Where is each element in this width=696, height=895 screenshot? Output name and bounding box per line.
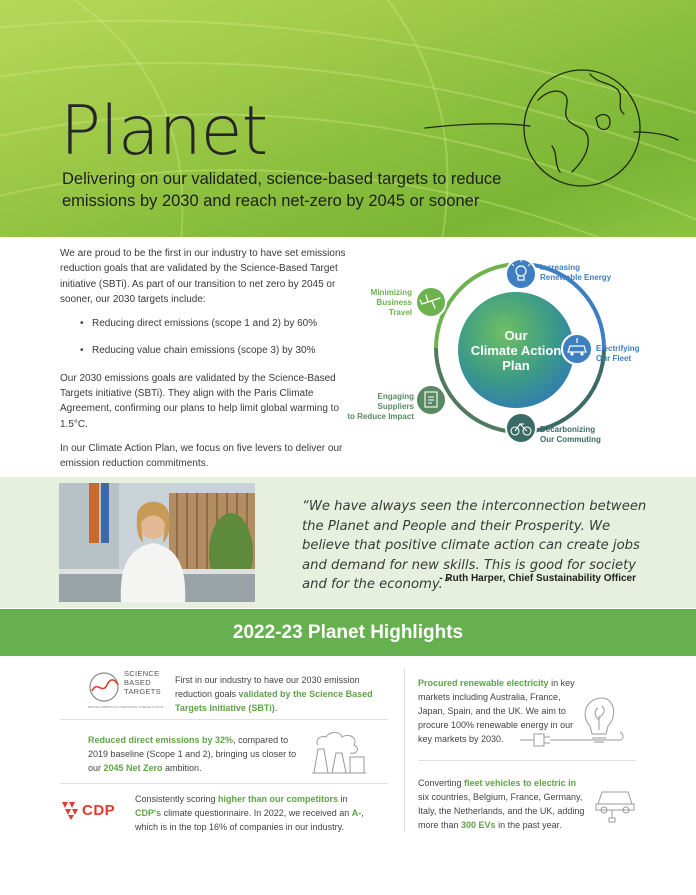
highlight-text: ambition. [162, 763, 202, 773]
column-divider [404, 668, 405, 832]
highlight-text: . [274, 703, 278, 713]
quote-text: “We have always seen the interconnection between the Planet and People and their Prosperity. We believe that positive climate action can create jobs and demand for new skills. This is good for society and for the economy.” [302, 499, 647, 592]
divider [60, 783, 388, 784]
factory-smoke-icon [308, 727, 370, 775]
highlight-emphasis: Reduced direct emissions by 32% [88, 735, 234, 745]
lever-fleet-label [596, 344, 640, 364]
highlight-emphasis: 300 EVs [461, 820, 496, 830]
sbti-logo-tagline: DRIVING AMBITIOUS CORPORATE CLIMATE ACTION [88, 705, 163, 709]
list-item: • Reducing direct emissions (scope 1 and 2) by 60% [80, 316, 352, 331]
highlight-text: First in our industry to have our 2030 emission reduction goals [175, 675, 360, 699]
highlight-text: in the past year. [495, 820, 562, 830]
highlight-text: Consistently scoring [135, 794, 219, 804]
sbti-logo-text: TARGETS [124, 687, 161, 696]
lever-text: Minimizing [370, 288, 412, 297]
intro-paragraph-3: In our Climate Action Plan, we focus on five levers to deliver our emission reduction commitments. [60, 442, 343, 470]
highlight-cdp [135, 792, 375, 834]
lightbulb-icon [506, 259, 536, 289]
lightbulb-plug-icon [520, 694, 630, 752]
sbti-logo-text: BASED [124, 678, 151, 687]
center-label-2: Climate Action [470, 343, 562, 358]
highlight-emphasis: 2045 Net Zero [103, 763, 163, 773]
cdp-logo-icon [60, 800, 82, 820]
lever-text: Travel [388, 308, 412, 317]
electric-car-icon [594, 782, 638, 826]
highlight-emphasis: A- [351, 808, 362, 818]
lever-text: Business [376, 298, 412, 307]
quote-author: - Ruth Harper, Chief Sustainability Officer [439, 573, 636, 584]
cdp-logo-text: CDP [82, 802, 116, 819]
highlight-emphasis: Procured renewable electricity [418, 678, 549, 688]
lever-text: to Reduce Impact [347, 412, 414, 421]
highlight-emphasis: fleet vehicles to electric in [464, 778, 577, 788]
highlight-text: Converting [418, 778, 465, 788]
highlight-emphasis: validated by the Science Based Targets Initiative (SBTi) [175, 689, 373, 713]
page-title: Planet [60, 92, 268, 171]
clipboard-icon [416, 385, 446, 415]
page-subtitle: Delivering on our validated, science-based targets to reduce emissions by 2030 and reach net-zero by 2045 or sooner [62, 170, 502, 210]
hero-banner [0, 0, 696, 237]
lever-commuting-label [540, 425, 601, 445]
sbti-logo-icon [88, 671, 122, 705]
lever-text: Our Fleet [596, 354, 632, 363]
lever-text: Renewable Energy [540, 273, 612, 282]
airplane-icon [416, 287, 446, 317]
car-plug-icon [562, 334, 592, 364]
highlight-text: six countries, Belgium, France, Germany, Italy, the Netherlands, and the UK, adding more than [418, 792, 585, 830]
divider [418, 760, 636, 761]
highlights-title: 2022-23 Planet Highlights [232, 622, 464, 643]
highlight-sbti [175, 673, 385, 715]
intro-paragraph-2: Our 2030 emissions goals are validated by the Science-Based Targets initiative (SBTi). They align with the Paris Climate Agreement, confirming our plans to help limit global warming to 1.5°C. [60, 372, 340, 430]
cdp-logo [60, 800, 122, 822]
divider [60, 719, 388, 720]
portrait-photo [59, 483, 255, 602]
highlight-text: , which is in the top 16% of companies in our industry. [135, 808, 364, 832]
lever-text: Increasing [540, 263, 581, 272]
lever-suppliers-label [340, 392, 414, 422]
intro-text [60, 246, 352, 481]
highlight-fleet [418, 776, 586, 832]
person-photo-icon [59, 483, 255, 602]
climate-action-diagram [340, 248, 696, 448]
center-label-3: Plan [502, 358, 530, 373]
lever-text: Electrifying [596, 344, 640, 353]
highlight-text: , compared to 2019 baseline (Scope 1 and 2), bringing us closer to our [88, 735, 297, 773]
intro-paragraph-1: We are proud to be the first in our industry to have set emissions reduction goals that are validated by the Science-Based Target initiative (SBTi). As part of our transition to net zero by 2045 or sooner, our 2030 targets include: [60, 248, 346, 305]
center-label-1: Our [504, 328, 528, 343]
lever-text: Decarbonizing [540, 425, 596, 434]
lever-text: Our Commuting [540, 435, 601, 444]
lever-renewable-label [540, 263, 611, 283]
highlight-direct-emissions [88, 733, 306, 775]
sbti-logo [88, 669, 164, 711]
lever-text: Engaging Suppliers [377, 392, 414, 411]
targets-list [80, 316, 352, 359]
globe-icon [420, 60, 680, 210]
list-item: • Reducing value chain emissions (scope 3) by 30% [80, 343, 352, 358]
lever-travel-label [354, 288, 412, 318]
highlight-text: in key markets including Australia, France, Japan, Spain, and the UK. We aim to procure 100% renewable energy in our key markets by 2030. [418, 678, 575, 744]
highlight-text: climate questionnaire. In 2022, we received an [161, 808, 352, 818]
sbti-logo-text: SCIENCE [124, 669, 160, 678]
highlight-emphasis: higher than our competitors [218, 794, 339, 804]
highlight-text: in [338, 794, 348, 804]
highlight-emphasis: CDP's [135, 808, 162, 818]
bicycle-icon [506, 413, 536, 443]
